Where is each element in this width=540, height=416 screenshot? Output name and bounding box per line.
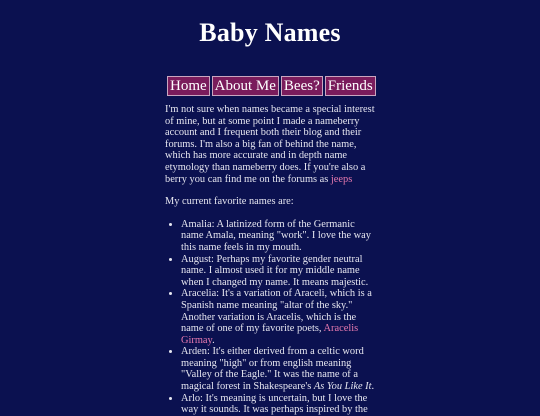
favorite-name-aracelia [181,288,375,346]
favorite-name-arden [181,346,375,392]
arden-text-end: . [371,381,375,393]
page-title: Baby Names [199,18,341,47]
intro-text: I'm not sure when names became a special interest of mine, but at some point I made a nameberry account and I frequent both their blog and their forums. I'm also a big fan of behind the name, which has more accurate and in depth name etymology than nameberry does. If you're also a berry you can find me on the forums as [165,104,375,185]
favorites-heading: My current favorite names are: [165,196,294,208]
arden-text: Arden: It's either derived from a celtic word meaning "high" or from english meaning "Valley of the Eagle." It was the name of a magical forest in Shakespeare's [181,346,364,393]
nav-friends-button[interactable]: Friends [325,76,376,96]
nav-bees-button[interactable]: Bees? [281,76,323,96]
aracelia-text-end: . [212,334,215,346]
aracelia-text: Aracelia: It's a variation of Araceli, which is a Spanish name meaning "altar of the sky." Another variation is Aracelis, which is the name of one of my favorite poets, [181,288,372,335]
favorite-name-arlo: • Arlo: It's meaning is uncertain, but I love the way it sounds. It was perhaps inspired by the [181,393,375,416]
favorite-name-august: • August: Perhaps my favorite gender neutral name. I almost used it for my middle name when I changed my name. It means majestic. [181,254,375,289]
aracelis-girmay-link[interactable]: Aracelis Girmay [181,323,359,346]
nav-home-button[interactable]: Home [167,76,210,96]
as-you-like-it-title: As You Like It [313,381,372,393]
jeeps-link[interactable]: jeeps [330,173,353,185]
nav-about-me-button[interactable]: About Me [212,76,279,96]
main-content [165,104,375,416]
favorite-names-list [165,219,375,416]
intro-paragraph [165,104,375,185]
favorite-name-amalia: • Amalia: A latinized form of the Germanic name Amala, meaning "work". I love the way this name feels in my mouth. [181,219,375,254]
main-nav [167,76,376,96]
